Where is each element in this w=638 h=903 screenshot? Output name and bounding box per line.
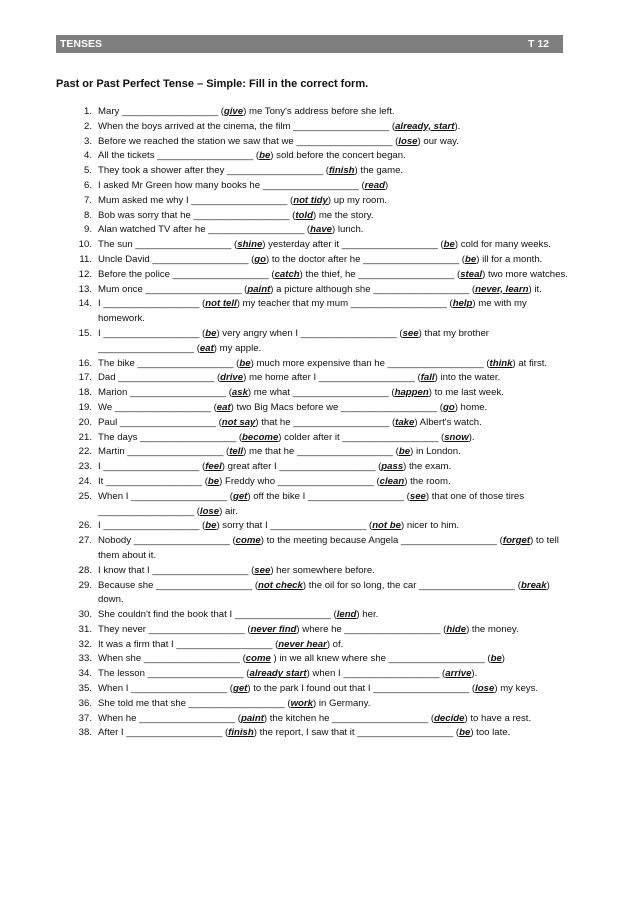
verb-hint: eat — [216, 401, 231, 413]
verb-hint: be — [239, 357, 251, 369]
verb-hint: be — [205, 327, 217, 339]
exercise-item — [56, 682, 576, 697]
item-sentence — [98, 445, 576, 460]
item-sentence — [98, 238, 576, 253]
sentence-text: ) when I __________________ ( — [306, 668, 446, 680]
item-number: 24. — [78, 475, 92, 487]
exercise-item — [56, 726, 576, 741]
verb-hint: clean — [379, 475, 405, 487]
exercise-item — [56, 431, 576, 446]
item-sentence — [98, 638, 576, 653]
item-number: 26. — [78, 520, 92, 532]
verb-hint: arrive — [445, 668, 472, 680]
verb-hint: have — [310, 224, 332, 236]
item-sentence — [98, 431, 576, 446]
sentence-text: ) my teacher that my mum __________________ ( — [236, 298, 453, 310]
item-sentence — [98, 416, 576, 431]
sentence-text: Marion __________________ ( — [98, 387, 232, 399]
item-sentence — [98, 105, 576, 120]
item-sentence — [98, 490, 576, 520]
sentence-text: It was a firm that I __________________ ( — [98, 638, 279, 650]
item-number: 31. — [78, 623, 92, 635]
verb-hint: eat — [199, 342, 214, 354]
sentence-text: ) the kitchen he __________________ ( — [263, 712, 435, 724]
exercise-item — [56, 445, 576, 460]
sentence-text: ) at first. — [512, 357, 548, 369]
sentence-text: ) that my brother __________________ ( — [98, 327, 489, 354]
sentence-text: I asked Mr Green how many books he __________________ ( — [98, 179, 365, 191]
sentence-text: ) — [384, 179, 389, 191]
item-number: 34. — [78, 668, 92, 680]
sentence-text: ) the room. — [404, 475, 451, 487]
sentence-text: Martin __________________ ( — [98, 446, 230, 458]
sentence-text: The lesson __________________ ( — [98, 668, 250, 680]
sentence-text: Uncle David __________________ ( — [98, 253, 255, 265]
verb-hint: never, learn — [475, 283, 529, 295]
item-sentence — [98, 164, 576, 179]
sentence-text: ) in we all knew where she __________________ ( — [270, 653, 491, 665]
exercise-item — [56, 667, 576, 682]
item-number: 12. — [78, 268, 92, 280]
sentence-text: When the boys arrived at the cinema, the film __________________ ( — [98, 120, 396, 132]
verb-hint: paint — [247, 283, 271, 295]
sentence-text: ) to the doctor after he __________________ ( — [266, 253, 465, 265]
sentence-text: She told me that she __________________ ( — [98, 697, 291, 709]
exercise-item — [56, 253, 576, 268]
verb-hint: go — [254, 253, 267, 265]
exercise-item — [56, 519, 576, 534]
item-number: 27. — [78, 535, 92, 547]
exercise-item — [56, 623, 576, 638]
item-number: 6. — [83, 179, 92, 191]
sentence-text: Because she __________________ ( — [98, 579, 259, 591]
verb-hint: fall — [420, 372, 435, 384]
exercise-item — [56, 652, 576, 667]
sentence-text: ) the exam. — [403, 461, 452, 473]
item-sentence — [98, 534, 576, 564]
verb-hint: be — [490, 653, 502, 665]
exercise-item — [56, 120, 576, 135]
sentence-text: ). — [468, 431, 475, 443]
item-sentence — [98, 401, 576, 416]
verb-hint: not tell — [205, 298, 237, 310]
verb-hint: not be — [372, 520, 401, 532]
item-sentence — [98, 460, 576, 475]
verb-hint: already, start — [395, 120, 455, 132]
sentence-text: Before the police __________________ ( — [98, 268, 275, 280]
exercise-list — [56, 105, 576, 741]
sentence-text: ) ill for a month. — [476, 253, 543, 265]
verb-hint: be — [207, 475, 220, 487]
sentence-text: ) lunch. — [332, 224, 364, 236]
item-sentence — [98, 682, 576, 697]
sentence-text: ) me that he __________________ ( — [243, 446, 399, 458]
item-number: 25. — [78, 490, 92, 502]
sentence-text: ) me what __________________ ( — [247, 387, 395, 399]
sentence-text: I know that I __________________ ( — [98, 564, 255, 576]
exercise-item — [56, 135, 576, 150]
sentence-text: ) — [501, 653, 505, 665]
item-sentence — [98, 268, 576, 283]
verb-hint: ask — [231, 387, 248, 399]
sentence-text: When she __________________ ( — [98, 653, 246, 665]
sentence-text: ) her somewhere before. — [270, 564, 375, 576]
item-number: 21. — [78, 431, 92, 443]
sentence-text: When he __________________ ( — [98, 712, 241, 724]
item-sentence — [98, 564, 576, 579]
sentence-text: ) her. — [356, 609, 379, 621]
item-number: 28. — [78, 564, 92, 576]
sentence-text: ) to tell them about it. — [98, 535, 559, 561]
sentence-text: It __________________ ( — [98, 475, 208, 487]
verb-hint: not tidy — [293, 194, 328, 206]
sentence-text: I __________________ ( — [98, 327, 206, 339]
sentence-text: ) too late. — [470, 727, 511, 739]
item-sentence — [98, 726, 576, 741]
sentence-text: ) two more watches. — [482, 268, 568, 280]
sentence-text: ) me with my homework. — [98, 298, 527, 325]
item-sentence — [98, 371, 576, 386]
sentence-text: Nobody __________________ ( — [98, 535, 236, 547]
verb-hint: be — [459, 727, 471, 739]
item-number: 30. — [78, 609, 92, 621]
exercise-item — [56, 475, 576, 490]
sentence-text: I __________________ ( — [98, 298, 206, 310]
sentence-text: ) a picture although she __________________ ( — [270, 283, 476, 295]
item-number: 9. — [83, 224, 92, 236]
item-sentence — [98, 697, 576, 712]
page-title: Past or Past Perfect Tense – Simple: Fill in the correct form. — [56, 78, 369, 90]
item-sentence — [98, 297, 576, 327]
verb-hint: shine — [237, 239, 263, 251]
sentence-text: Mary __________________ ( — [98, 106, 224, 117]
sentence-text: ) nicer to him. — [400, 520, 460, 532]
item-number: 22. — [78, 446, 92, 458]
item-number: 16. — [78, 357, 92, 369]
sentence-text: They never __________________ ( — [98, 623, 251, 635]
sentence-text: ) down. — [98, 579, 550, 606]
verb-hint: not say — [221, 416, 256, 428]
sentence-text: ) very angry when I __________________ ( — [216, 327, 403, 339]
item-sentence — [98, 253, 576, 268]
verb-hint: be — [259, 150, 271, 162]
verb-hint: lose — [199, 505, 220, 517]
sentence-text: ). — [454, 120, 461, 132]
sentence-text: We __________________ ( — [98, 401, 217, 413]
sentence-text: When I __________________ ( — [98, 683, 233, 695]
verb-hint: decide — [434, 712, 465, 724]
header-left: TENSES — [60, 38, 103, 50]
sentence-text: ) that one of those tires __________________ ( — [98, 490, 525, 517]
verb-hint: take — [395, 416, 415, 428]
item-number: 15. — [78, 327, 92, 339]
item-sentence — [98, 712, 576, 727]
sentence-text: ) it. — [528, 283, 542, 295]
item-number: 29. — [78, 579, 92, 591]
item-number: 3. — [83, 135, 92, 147]
exercise-item — [56, 371, 576, 386]
item-sentence — [98, 623, 576, 638]
verb-hint: finish — [328, 165, 355, 177]
item-sentence — [98, 386, 576, 401]
verb-hint: help — [452, 298, 473, 310]
verb-hint: finish — [228, 727, 254, 739]
item-number: 5. — [83, 165, 92, 177]
sentence-text: ) into the water. — [434, 372, 501, 384]
sentence-text: ) that he __________________ ( — [255, 416, 396, 428]
verb-hint: lose — [398, 135, 418, 147]
sentence-text: ) air. — [219, 505, 238, 517]
exercise-item — [56, 416, 576, 431]
verb-hint: happen — [394, 387, 429, 399]
exercise-item — [56, 712, 576, 727]
verb-hint: told — [295, 209, 313, 221]
sentence-text: ) in London. — [410, 446, 461, 458]
item-number: 2. — [83, 120, 92, 132]
exercise-item — [56, 149, 576, 164]
sentence-text: ) the money. — [466, 623, 519, 635]
verb-hint: snow — [444, 431, 469, 443]
verb-hint: be — [465, 253, 477, 265]
verb-hint: read — [364, 179, 385, 191]
item-sentence — [98, 608, 576, 623]
exercise-item — [56, 579, 576, 609]
item-sentence — [98, 223, 576, 238]
item-number: 13. — [78, 283, 92, 295]
sentence-text: When I __________________ ( — [98, 490, 233, 502]
item-number: 10. — [78, 239, 92, 251]
verb-hint: come — [245, 653, 271, 665]
sentence-text: After I __________________ ( — [98, 727, 229, 739]
exercise-item — [56, 105, 576, 120]
verb-hint: lend — [336, 609, 357, 621]
header-bar — [56, 35, 563, 53]
item-number: 7. — [83, 194, 92, 206]
sentence-text: ) our way. — [417, 135, 459, 147]
verb-hint: go — [442, 401, 455, 413]
exercise-item — [56, 268, 576, 283]
sentence-text: ) up my room. — [327, 194, 388, 206]
verb-hint: paint — [240, 712, 264, 724]
exercise-item — [56, 327, 576, 357]
sentence-text: ) of. — [326, 638, 344, 650]
item-sentence — [98, 519, 576, 534]
exercise-item — [56, 209, 576, 224]
verb-hint: feel — [205, 461, 222, 473]
item-number: 19. — [78, 401, 92, 413]
item-sentence — [98, 475, 576, 490]
exercise-item — [56, 357, 576, 372]
exercise-item — [56, 460, 576, 475]
verb-hint: break — [521, 579, 547, 591]
item-sentence — [98, 579, 576, 609]
verb-hint: see — [409, 490, 426, 502]
sentence-text: ) where he __________________ ( — [296, 623, 447, 635]
verb-hint: not check — [258, 579, 303, 591]
sentence-text: ) my keys. — [494, 683, 539, 695]
sentence-text: I __________________ ( — [98, 520, 206, 532]
sentence-text: ) the thief, he __________________ ( — [299, 268, 461, 280]
item-sentence — [98, 357, 576, 372]
sentence-text: Dad __________________ ( — [98, 372, 221, 384]
sentence-text: ) to the park I found out that I __________________ ( — [247, 683, 476, 695]
sentence-text: Alan watched TV after he __________________ ( — [98, 224, 311, 236]
item-sentence — [98, 327, 576, 357]
sentence-text: ) sold before the concert began. — [270, 150, 406, 162]
verb-hint: be — [443, 239, 455, 251]
exercise-item — [56, 564, 576, 579]
item-sentence — [98, 179, 576, 194]
sentence-text: ) the game. — [354, 165, 404, 177]
sentence-text: Bob was sorry that he __________________ ( — [98, 209, 296, 221]
sentence-text: ) much more expensive than he __________________ ( — [250, 357, 490, 369]
sentence-text: The sun __________________ ( — [98, 239, 238, 251]
sentence-text: ) me Tony's address before she left. — [243, 106, 395, 117]
sentence-text: ) to have a rest. — [464, 712, 532, 724]
sentence-text: She couldn't find the book that I __________________ ( — [98, 609, 337, 621]
verb-hint: think — [489, 357, 513, 369]
sentence-text: ) Freddy who __________________ ( — [219, 475, 380, 487]
verb-hint: drive — [220, 372, 244, 384]
sentence-text: ) my apple. — [213, 342, 262, 354]
item-sentence — [98, 120, 576, 135]
verb-hint: steal — [460, 268, 483, 280]
item-sentence — [98, 283, 576, 298]
exercise-item — [56, 638, 576, 653]
item-number: 8. — [83, 209, 92, 221]
item-number: 36. — [78, 697, 92, 709]
verb-hint: see — [254, 564, 271, 576]
verb-hint: become — [242, 431, 279, 443]
item-sentence — [98, 149, 576, 164]
sentence-text: ) home. — [454, 401, 488, 413]
verb-hint: never find — [250, 623, 297, 635]
verb-hint: catch — [274, 268, 300, 280]
exercise-item — [56, 490, 576, 520]
sentence-text: ) yesterday after it __________________ ( — [262, 239, 444, 251]
exercise-item — [56, 386, 576, 401]
item-sentence — [98, 652, 576, 667]
exercise-item — [56, 697, 576, 712]
sentence-text: ) colder after it __________________ ( — [278, 431, 445, 443]
exercise-item — [56, 238, 576, 253]
verb-hint: be — [205, 520, 217, 532]
verb-hint: already start — [249, 668, 307, 680]
verb-hint: lose — [475, 683, 495, 695]
exercise-item — [56, 179, 576, 194]
exercise-item — [56, 401, 576, 416]
verb-hint: forget — [502, 535, 531, 547]
sentence-text: ) cold for many weeks. — [454, 239, 551, 251]
sentence-text: The bike __________________ ( — [98, 357, 240, 369]
verb-hint: never hear — [278, 638, 327, 650]
sentence-text: ) me the story. — [312, 209, 374, 221]
header-right: T 12 — [527, 38, 549, 50]
exercise-item — [56, 194, 576, 209]
item-sentence — [98, 135, 576, 150]
item-sentence — [98, 667, 576, 682]
verb-hint: get — [232, 490, 248, 502]
exercise-item — [56, 608, 576, 623]
item-number: 14. — [78, 298, 92, 310]
sentence-text: They took a shower after they __________________ ( — [98, 165, 329, 177]
sentence-text: ) me home after I __________________ ( — [243, 372, 421, 384]
sentence-text: Before we reached the station we saw that we __________________ ( — [98, 135, 399, 147]
verb-hint: work — [290, 697, 313, 709]
verb-hint: be — [398, 446, 411, 458]
sentence-text: ) great after I __________________ ( — [221, 461, 382, 473]
item-number: 33. — [78, 653, 92, 665]
exercise-item — [56, 297, 576, 327]
item-number: 35. — [78, 683, 92, 695]
item-number: 17. — [78, 372, 92, 384]
sentence-text: I __________________ ( — [98, 461, 206, 473]
item-number: 4. — [83, 150, 92, 162]
sentence-text: ) off the bike I __________________ ( — [247, 490, 410, 502]
sentence-text: ) sorry that I __________________ ( — [216, 520, 373, 532]
sentence-text: ) Albert's watch. — [414, 416, 482, 428]
exercise-item — [56, 223, 576, 238]
item-number: 18. — [78, 387, 92, 399]
verb-hint: hide — [446, 623, 467, 635]
verb-hint: come — [235, 535, 261, 547]
sentence-text: ). — [471, 668, 478, 680]
item-number: 1. — [83, 106, 92, 117]
verb-hint: give — [223, 106, 244, 117]
verb-hint: get — [232, 683, 248, 695]
sentence-text: Mum once __________________ ( — [98, 283, 248, 295]
verb-hint: pass — [381, 461, 404, 473]
item-number: 20. — [78, 416, 92, 428]
item-sentence — [98, 194, 576, 209]
item-number: 11. — [79, 253, 92, 265]
verb-hint: see — [402, 327, 419, 339]
sentence-text: ) the oil for so long, the car __________________ ( — [302, 579, 521, 591]
item-number: 38. — [78, 727, 92, 739]
sentence-text: ) to the meeting because Angela __________________ ( — [260, 535, 503, 547]
sentence-text: The days __________________ ( — [98, 431, 243, 443]
item-number: 32. — [78, 638, 92, 650]
sentence-text: ) in Germany. — [312, 697, 371, 709]
sentence-text: ) the report, I saw that it __________________ ( — [253, 727, 460, 739]
item-sentence — [98, 209, 576, 224]
exercise-item — [56, 164, 576, 179]
verb-hint: tell — [229, 446, 244, 458]
sentence-text: ) two Big Macs before we __________________ ( — [230, 401, 443, 413]
exercise-item — [56, 534, 576, 564]
sentence-text: All the tickets __________________ ( — [98, 150, 260, 162]
item-number: 23. — [78, 461, 92, 473]
sentence-text: Paul __________________ ( — [98, 416, 222, 428]
sentence-text: Mum asked me why I __________________ ( — [98, 194, 294, 206]
item-number: 37. — [78, 712, 92, 724]
exercise-item — [56, 283, 576, 298]
sentence-text: ) to me last week. — [428, 387, 504, 399]
